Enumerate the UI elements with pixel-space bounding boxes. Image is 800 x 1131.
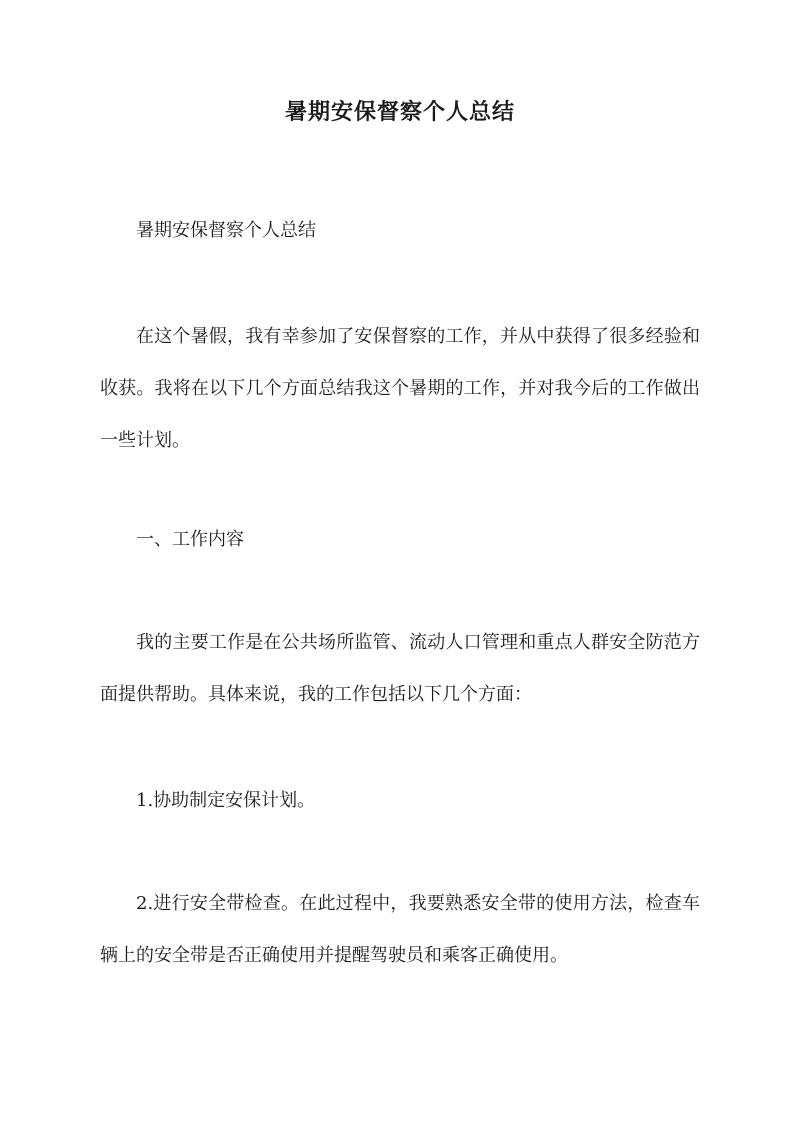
subtitle-paragraph: 暑期安保督察个人总结: [136, 220, 316, 241]
document-title: 暑期安保督察个人总结: [284, 99, 515, 125]
main-work-paragraph: 我的主要工作是在公共场所监管、流动人口管理和重点人群安全防范方面提供帮助。具体来说，我的工作包括以下几个方面：: [100, 632, 700, 705]
list-item: 2.进行安全带检查。在此过程中，我要熟悉安全带的使用方法，检查车辆上的安全带是否正确使用并提醒驾驶员和乘客正确使用。: [100, 893, 700, 966]
list-item: 1.协助制定安保计划。: [136, 790, 316, 811]
intro-paragraph: 在这个暑假，我有幸参加了安保督察的工作，并从中获得了很多经验和收获。我将在以下几个方面总结我这个暑期的工作，并对我今后的工作做出一些计划。: [100, 326, 700, 451]
section-heading-work-content: 一、工作内容: [136, 529, 244, 550]
